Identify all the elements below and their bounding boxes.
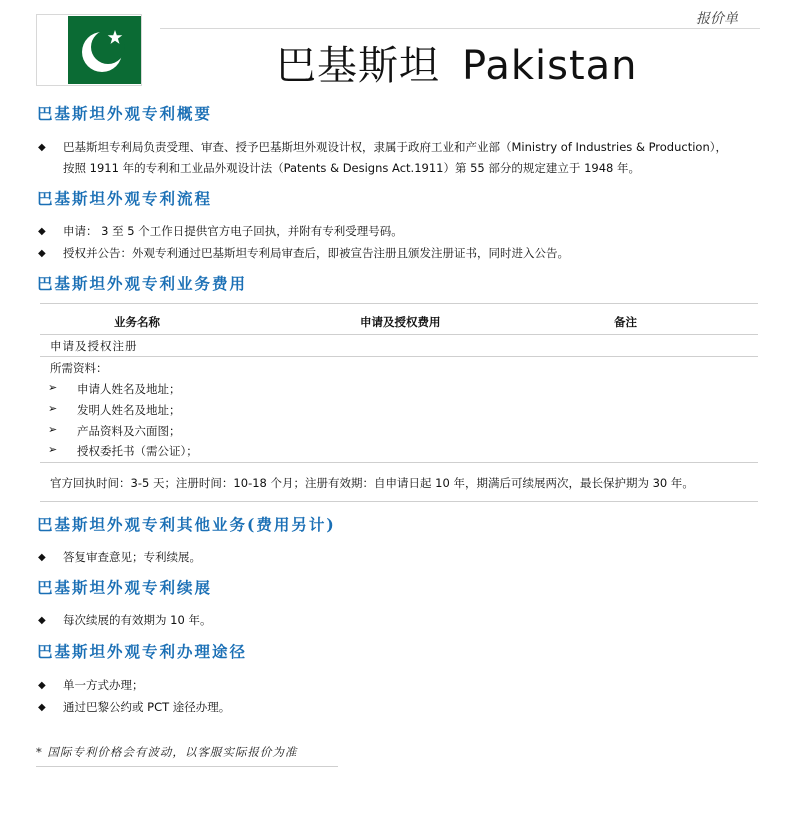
arrow-bullet-icon: ➢ [48,402,58,415]
overview-line-2: 按照 1911 年的专利和工业品外观设计法（Patents & Designs Act.1911）第 55 部分的规定建立于 1948 年。 [63,161,640,175]
material-item: 授权委托书（需公证）； [77,444,198,458]
table-materials-divider [40,462,758,463]
process-item-grant: 授权并公告：外观专利通过巴基斯坦专利局审查后，即被宣告注册且颁发注册证书，同时进入公告。 [63,246,569,260]
bullet-icon: ◆ [38,248,46,259]
section-heading-channels: 巴基斯坦外观专利办理途径 [37,642,248,661]
table-top-border [40,303,758,304]
bullet-icon: ◆ [38,142,46,153]
table-row-title: 申请及授权注册 [50,339,138,353]
table-header-fee: 申请及授权费用 [360,315,441,329]
bullet-icon: ◆ [38,615,46,626]
process-item-apply: 申请： 3 至 5 个工作日提供官方电子回执，并附有专利受理号码。 [63,224,403,238]
header-divider [160,28,760,29]
bullet-icon: ◆ [38,226,46,237]
renewal-item: 每次续展的有效期为 10 年。 [63,613,212,627]
material-item: 申请人姓名及地址； [77,382,181,396]
arrow-bullet-icon: ➢ [48,443,58,456]
section-heading-process: 巴基斯坦外观专利流程 [37,189,213,208]
page-title-cn: 巴基斯坦 [276,43,440,89]
page-title-en: Pakistan [462,43,638,89]
table-header-divider [40,334,758,335]
material-item: 产品资料及六面图； [77,424,181,438]
pakistan-flag-icon [44,16,141,84]
timeline-text: 官方回执时间：3-5 天；注册时间：10-18 个月；注册有效期：自申请日起 10 年，期满后可续展两次，最长保护期为 30 年。 [50,476,694,490]
footnote-underline [36,766,338,767]
section-heading-other: 巴基斯坦外观专利其他业务(费用另计) [37,515,336,534]
channel-item-pct: 通过巴黎公约或 PCT 途径办理。 [63,700,231,714]
arrow-bullet-icon: ➢ [48,423,58,436]
page-title [276,34,638,91]
materials-label: 所需资料： [50,361,108,375]
table-header-note: 备注 [614,315,637,329]
section-heading-renewal: 巴基斯坦外观专利续展 [37,578,213,597]
bullet-icon: ◆ [38,702,46,713]
bullet-icon: ◆ [38,552,46,563]
table-row-divider [40,356,758,357]
section-heading-overview: 巴基斯坦外观专利概要 [37,104,213,123]
table-bottom-border [40,501,758,502]
material-item: 发明人姓名及地址； [77,403,181,417]
footnote: * 国际专利价格会有波动，以客服实际报价为准 [36,745,298,759]
arrow-bullet-icon: ➢ [48,381,58,394]
other-item: 答复审查意见；专利续展。 [63,550,201,564]
quote-label: 报价单 [696,11,738,27]
channel-item-single: 单一方式办理； [63,678,144,692]
overview-line-1: 巴基斯坦专利局负责受理、审查、授予巴基斯坦外观设计权，隶属于政府工业和产业部（Ministry of Industries & Production）， [63,140,727,154]
table-header-service: 业务名称 [114,315,160,329]
bullet-icon: ◆ [38,680,46,691]
section-heading-fees: 巴基斯坦外观专利业务费用 [37,274,248,293]
